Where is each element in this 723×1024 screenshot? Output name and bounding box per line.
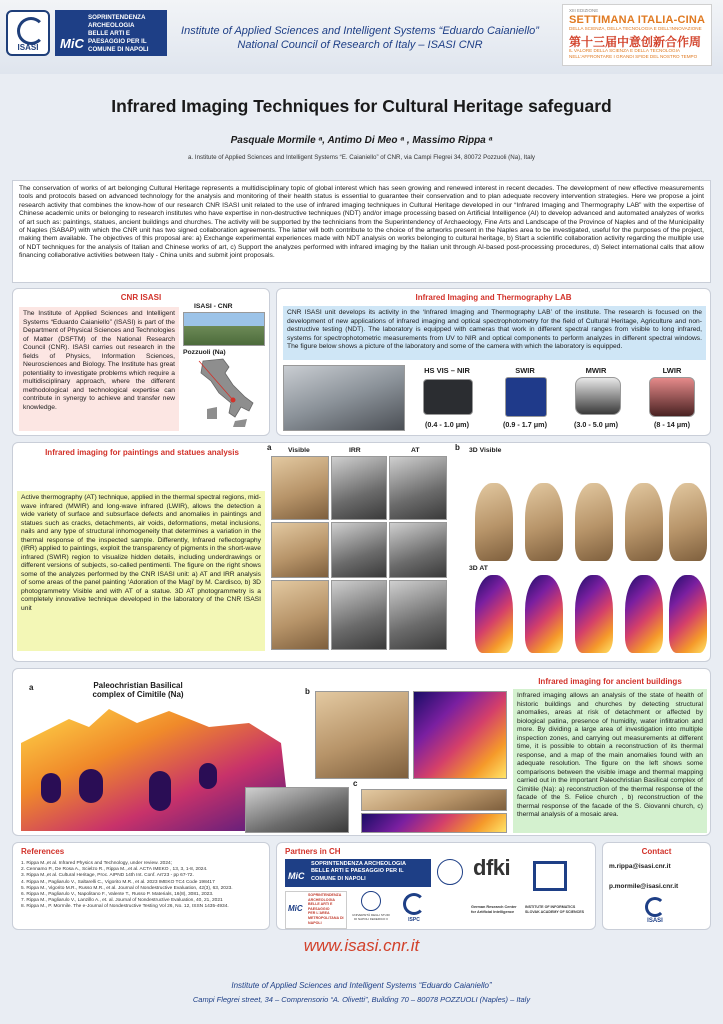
camera-name-swir: SWIR xyxy=(515,366,535,375)
contact-title: Contact xyxy=(641,847,672,856)
camera-range-lwir: (8 - 14 μm) xyxy=(654,420,690,429)
fig-a-label: a xyxy=(267,443,272,452)
camera-name-mwir: MWIR xyxy=(585,366,607,375)
reference-item: 4. Rippa M., Pagliarulo V., Saltarelli C., Vigorito M.R., et al. 2023 IMEKO TC4 Code 198417 xyxy=(21,879,215,885)
irr-image-3 xyxy=(331,580,387,650)
ruins-photo xyxy=(245,787,349,833)
italy-map-icon xyxy=(189,357,259,431)
bust-at-4 xyxy=(625,575,663,653)
mic-logo-text: SOPRINTENDENZA ARCHEOLOGIA BELLE ARTI E PAESAGGIO PER IL COMUNE DI NAPOLI xyxy=(88,14,149,53)
swir-camera-image xyxy=(505,377,547,417)
cnr-isasi-panel xyxy=(12,288,270,436)
references-list xyxy=(21,861,267,911)
lab-panel xyxy=(276,288,711,436)
irr-image-2 xyxy=(331,522,387,578)
partner-university-logo: UNIVERSITÀ DEGLI STUDI DI NAPOLI FEDERICO II xyxy=(351,891,391,927)
buildings-title: Infrared imaging for ancient buildings xyxy=(538,677,682,686)
church-thermal-image xyxy=(413,691,507,779)
settimana-italia-cina-logo: XIII EDIZIONE SETTIMANA ITALIA-CINA DELLA SCIENZA, DELLA TECNOLOGIA E DELL'INNOVAZIONE 第十三届中意创新合作周 IL VALORE DELLA SCIENZA E DELLA TECNOLOGIA NELL'AFFRONTARE I GRANDI SFIDE DEL NOSTRO TEMPO xyxy=(562,4,712,66)
reference-item: 7. Rippa M., Pagliarulo V., Lanzillo A., et. al. Journal of Nondestructive Evaluation, 40, 21, 2021 xyxy=(21,898,223,904)
bust-at-3 xyxy=(575,575,613,653)
mwir-camera-image xyxy=(575,377,621,415)
affiliation: a. Institute of Applied Sciences and Intelligent Systems “E. Caianiello” of CNR, via Campi Flegrei 34, 80072 Pozzuoli (Na), Italy xyxy=(187,154,535,161)
partner-mic2-logo: MiC SOPRINTENDENZA ARCHEOLOGIA BELLE ARTI E PAESAGGIO PER L'AREA METROPOLITANA DI NAPOLI xyxy=(285,891,347,929)
partner-dfki-logo: dfki xyxy=(473,855,511,880)
bust-at-2 xyxy=(525,575,563,653)
at-image-3 xyxy=(389,580,447,650)
bust-visible-1 xyxy=(475,483,513,561)
contact-isasi-logo: ISASI xyxy=(639,897,671,929)
header-title: Institute of Applied Sciences and Intelligent Systems “Eduardo Caianiello” National Council of Research of Italy – ISASI CNR xyxy=(181,25,539,51)
bust-visible-3 xyxy=(575,483,613,561)
fig-a-building-label: a xyxy=(29,683,34,692)
at-image-2 xyxy=(389,522,447,578)
lab-title: Infrared Imaging and Thermography LAB xyxy=(415,293,572,302)
camera-range-mwir: (3.0 - 5.0 μm) xyxy=(574,420,618,429)
buildings-text: Infrared imaging allows an analysis of the state of health of historic buildings and churches by detecting structural anomalies, areas at risk of detachment or affected by biological patina, presence of humidity, water infiltration and more. By dividing a large area of investigation into multiple inspection zones, and carrying out measurements at different time, it is possible to obtain a reconstruction of its thermal response, and a map of the main anomalies found with an adequate resolution. The figure on the left shows some comparisons between the visible image and thermal mapping carried out in the important Paleochristian Basilical complex of Cimitile (Na): a) reconstruction of the thermal response of the facade of the S. Felice church , b) reconstruction of the thermal response of the facade of the S. Giovanni church, c) thermal analysis of a mosaic area. xyxy=(513,689,707,833)
mosaic-visible-photo xyxy=(361,789,507,811)
ispc-ring-icon xyxy=(403,893,425,915)
visible-image-3 xyxy=(271,580,329,650)
bust-visible-2 xyxy=(525,483,563,561)
lab-text: CNR ISASI unit develops its activity in the ‘Infrared Imaging and Thermography LAB’ of the institute. The research is focused on the development of new applications of infrared imaging and optical spectrophotometry for the field of Cultural Heritage, Agriculture and non-destructive testing (NDT). The laboratory is equipped with cameras that work in different spectral ranges from visible to long infrared, systems for spectrophotometric measurements from UV to NIR and optical components to perform analyzes in different spectral windows. The figure below shows a picture of the laboratory and some of the camera with which the laboratory is equipped. xyxy=(283,306,706,360)
poster-title: Infrared Imaging Techniques for Cultural Heritage safeguard xyxy=(111,96,612,116)
isasi-logo xyxy=(6,10,50,56)
fig-b-building-label: b xyxy=(305,687,310,696)
reference-item: 2. Cennamo P., De Rosa A., Scielzo R., Rippa M.,.et al. ACTA IMEKO , 13, 3, 1-8, 2024. xyxy=(21,867,208,873)
isasi-logo-text: ISASI xyxy=(17,43,39,52)
isasi-ring-icon xyxy=(17,17,45,45)
partner-ispc-logo: ISPC xyxy=(397,893,431,927)
reference-item: 3. Rippa M.,et al. Cultural Heritage, Proc. AIPND 14th Int. Conf. Art’23 - pp 67-72. xyxy=(21,873,194,879)
irr-image-1 xyxy=(331,456,387,520)
mic-logo-mark: MiC xyxy=(60,36,84,51)
col-irr-label: IRR xyxy=(349,447,361,454)
hs-camera-image xyxy=(423,379,473,415)
references-title: References xyxy=(21,847,65,856)
contact-email-2[interactable]: p.mormile@isasi.cnr.it xyxy=(609,883,679,890)
mosaic-thermal-image xyxy=(361,813,507,833)
partner-ioi-mark-icon xyxy=(533,861,567,891)
pozzuoli-map-label: Pozzuoli (Na) xyxy=(183,349,226,356)
camera-name-hs: HS VIS – NIR xyxy=(424,366,470,375)
contact-email-1[interactable]: m.rippa@isasi.cnr.it xyxy=(609,863,671,870)
footer-institute: Institute of Applied Sciences and Intelligent Systems “Eduardo Caianiello” xyxy=(231,981,492,990)
bust-visible-4 xyxy=(625,483,663,561)
isasi-photo-label: ISASI - CNR xyxy=(194,303,233,310)
visible-image-2 xyxy=(271,522,329,578)
partner-ioi-text: INSTITUTE OF INFORMATICS SLOVAK ACADEMY OF SCIENCES xyxy=(525,905,585,914)
fig-b-label: b xyxy=(455,443,460,452)
university-seal-icon xyxy=(361,891,381,911)
footer-address: Campi Flegrei street, 34 – Comprensorio “A. Olivetti”, Building 70 – 80078 POZZUOLI (Naples) – Italy xyxy=(192,995,531,1004)
authors: Pasquale Mormile ᵃ, Antimo Di Meo ᵃ , Massimo Rippa ᵃ xyxy=(230,135,493,146)
contact-panel xyxy=(602,842,711,930)
complex-label: Paleochristian Basilical complex of Cimitile (Na) xyxy=(92,681,184,699)
partner-mic-logo: MiC SOPRINTENDENZA ARCHEOLOGIA BELLE ARTI E PAESAGGIO PER IL COMUNE DI NAPOLI xyxy=(285,859,431,887)
contact-isasi-ring-icon xyxy=(645,897,665,917)
references-panel xyxy=(12,842,270,930)
col-at-label: AT xyxy=(411,447,420,454)
partners-panel xyxy=(276,842,596,930)
lwir-camera-image xyxy=(649,377,695,417)
at-image-1 xyxy=(389,456,447,520)
camera-range-hs: (0.4 - 1.0 μm) xyxy=(425,420,469,429)
buildings-panel xyxy=(12,668,711,836)
reference-item: 8. Rippa M., P. Mormile. The e-Journal of Nondestructive Testing Vol 26, No. 12, ISSN 1435-4934. xyxy=(21,904,229,910)
cnr-isasi-text: The Institute of Applied Sciences and Intelligent Systems “Eduardo Caianiello” (ISASI) is part of the Department of Physical Sciences and Technologies of Matter (DSFTM) of the National Research Council (CNR). ISASI carries out research in the fields of Physics, Information Sciences, Neurosciences and Biology. The Institute has great potentiality to investigate problems which require a multidisciplinary approach, where the different methodological and technological expertise can contribute in synergy to achieve and transfer new knowledge. xyxy=(19,307,179,431)
website-url[interactable]: www.isasi.cnr.it xyxy=(303,936,420,955)
fig-c-building-label: c xyxy=(353,779,358,788)
row-3d-at-label: 3D AT xyxy=(469,565,488,572)
camera-range-swir: (0.9 - 1.7 μm) xyxy=(503,420,547,429)
paintings-text: Active thermography (AT) technique, applied in the thermal spectral regions, mid-wave infrared (MWIR) and long-wave infrared (LWIR), allows the detection a wide variety of surface and subsurface defects and anomalies in paintings and statues such as cracks, detachments, air voids, deformations, metal inclusions, nails and any type of structural inhomogeneity that determines a variation in the thermal response of the inspected sample. Differently, Infrared reflectography (IRR) applied to paintings, exploit the transparency of pigments in the short-wave infrared (SWIR) region to visualize hidden details, including underdrawings or different versions of subjects, so-called pentimenti. The figure on the right shows some of the analyzes performed by the CNR ISASI unit: a) AT and IRR analysis of some areas of the panel painting ‘Adoration of the Magi’ by M. Cardisco, b) 3D photogrammetry Visible and with AT of a statue. 3D AT photogrammetry is a completely innovative technique developed in the laboratory of the CNR ISASI unit xyxy=(17,491,265,651)
camera-name-lwir: LWIR xyxy=(662,366,682,375)
lab-photo xyxy=(283,365,405,431)
bust-visible-5 xyxy=(669,483,707,561)
abstract: The conservation of works of art belonging Cultural Heritage represents a multidisciplinary topic of global interest which has seen growing and renewed interest in recent decades. The development of new effective measurements tools and protocols based on advanced technology for the analysis and monitoring of their health status is essential to guarantee their conservation and to plan adequate recovery intervention strategies. Here we propose a joint research activity that combines the know-how of our research CNR ISASI unit related to the use of infrared imaging techniques in Cultural Heritage developed in our “Infrared Imaging and Thermography LAB” with the expertise of Chinese academic units or belonging to research institutes who have expertise in non-destructive techniques (NDT) and/or image processing based on Artificial Intelligence (AI) to develop advanced and automated analyzes of works of art such as: paintings, statues, ancient buildings and churches. The activity will be supported by the technicians from the Superintendency of Archaeology, Fine Arts and Landscape of the Province of Naples and of the Municipality of Naples (SABAP) with which the CNR unit has two signed collaboration agreements. The latter will both contribute to the choice of the artworks present in the Naples area to be investigated, useful for the purposes of the project, making them available. The objectives of this proposal are: a) Exchange experimental experiences made with NDT analysis on works belonging to cultural heritage, b) Start a scientific collaboration activity regarding the multiple use of NDT techniques for the analysis of Italian and Chinese works of art, c) Support the analyzes performed with infrared imaging by the Italian unit through AI-based post-processing procedures, d) Select international calls that allow financing collaborative activities between Italy - China units and submit joint proposals. xyxy=(12,180,711,283)
col-visible-label: Visible xyxy=(288,447,310,454)
reference-item: 1. Rippa M.,et al. Infrared Physics and Technology, under review. 2024; xyxy=(21,861,173,866)
mic-logo xyxy=(55,10,167,56)
bust-at-5 xyxy=(669,575,707,653)
paintings-title: Infrared imaging for paintings and statues analysis xyxy=(45,448,239,457)
cnr-isasi-title: CNR ISASI xyxy=(120,293,162,302)
visible-image-1 xyxy=(271,456,329,520)
isasi-building-photo xyxy=(183,312,265,346)
reference-item: 5. Rippa M., Vigorito M.R., Russo M.R., et al. Journal of Nondestructive Evaluation, 42(3), 63, 2023. xyxy=(21,885,233,891)
partner-seal-icon xyxy=(437,859,463,885)
dfki-subtitle: German Research Center for Artificial Intelligence xyxy=(471,905,517,914)
reference-item: 6. Rippa M., Pagliarulo V., Napolitano F., Valente T., Russo P. Materials, 16(8), 3081, 2023. xyxy=(21,892,214,898)
church-visible-photo xyxy=(315,691,409,779)
partners-title: Partners in CH xyxy=(285,847,341,856)
row-3d-visible-label: 3D Visible xyxy=(469,447,502,454)
bust-at-1 xyxy=(475,575,513,653)
paintings-panel xyxy=(12,442,711,662)
